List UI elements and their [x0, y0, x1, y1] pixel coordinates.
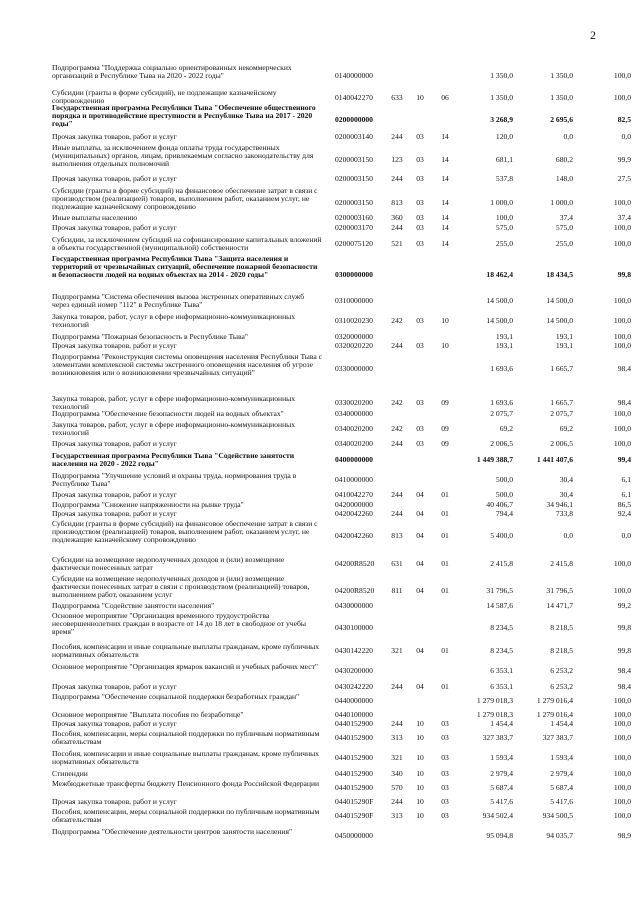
- row-execution-percent: 100,0: [613, 753, 631, 762]
- row-execution-percent: 100,0: [613, 733, 631, 742]
- row-code: 0440152900: [335, 783, 373, 792]
- row-subsection: 01: [441, 586, 449, 595]
- row-executed-amount: 1 665,7: [550, 364, 573, 373]
- row-execution-percent: 100,0: [613, 559, 631, 568]
- row-execution-percent: 100,0: [613, 341, 631, 350]
- row-planned-amount: 8 234,5: [490, 623, 513, 632]
- row-code: 0200003150: [335, 155, 373, 164]
- row-executed-amount: 5 417,6: [550, 797, 573, 806]
- row-execution-percent: 98,9: [617, 831, 631, 840]
- row-execution-percent: 100,0: [613, 71, 631, 80]
- row-execution-percent: 100,0: [613, 316, 631, 325]
- row-code: 0200003140: [335, 132, 373, 141]
- row-execution-percent: 98,4: [617, 682, 631, 691]
- row-execution-percent: 99,8: [617, 646, 631, 655]
- row-execution-percent: 99,8: [617, 270, 631, 279]
- row-executed-amount: 1 593,4: [550, 753, 573, 762]
- row-name: Стипендии: [52, 769, 88, 778]
- row-planned-amount: 1 000,0: [490, 198, 513, 207]
- row-code: 0340020200: [335, 439, 373, 448]
- row-planned-amount: 794,4: [495, 509, 513, 518]
- row-code: 0200003160: [335, 213, 373, 222]
- row-subsection: 14: [441, 132, 449, 141]
- row-expense-type: 244: [391, 132, 403, 141]
- row-name: Субсидии, за исключением субсидий на софинансирование капитальных вложений в объекты государственной (муниципальной) собственности: [52, 235, 322, 252]
- row-executed-amount: 148,0: [555, 174, 573, 183]
- row-name: Прочая закупка товаров, работ и услуг: [52, 223, 177, 232]
- row-code: 0330000000: [335, 364, 373, 373]
- row-execution-percent: 100,0: [613, 797, 631, 806]
- row-code: 0200000000: [335, 115, 373, 124]
- row-expense-type: 244: [391, 341, 403, 350]
- row-name: Прочая закупка товаров, работ и услуг: [52, 682, 177, 691]
- row-execution-percent: 100,0: [613, 783, 631, 792]
- row-planned-amount: 69,2: [499, 424, 513, 433]
- row-planned-amount: 5 400,0: [490, 531, 513, 540]
- row-executed-amount: 2 415,8: [550, 559, 573, 568]
- row-execution-percent: 99,9: [617, 155, 631, 164]
- row-executed-amount: 680,2: [555, 155, 573, 164]
- row-executed-amount: 37,4: [559, 213, 573, 222]
- row-code: 0340000000: [335, 409, 373, 418]
- row-section: 10: [416, 719, 424, 728]
- row-executed-amount: 94 035,7: [546, 831, 573, 840]
- row-section: 10: [416, 733, 424, 742]
- row-section: 10: [416, 797, 424, 806]
- row-code: 0440152900: [335, 753, 373, 762]
- row-execution-percent: 100,0: [613, 811, 631, 820]
- row-execution-percent: 98,4: [617, 398, 631, 407]
- row-section: 04: [416, 682, 424, 691]
- row-name: Основное мероприятие "Выплата пособия по безработице": [52, 710, 244, 719]
- row-executed-amount: 327 383,7: [542, 733, 573, 742]
- row-executed-amount: 8 218,5: [550, 646, 573, 655]
- row-expense-type: 321: [391, 646, 403, 655]
- row-planned-amount: 14 500,0: [486, 316, 513, 325]
- row-executed-amount: 2 979,4: [550, 769, 573, 778]
- row-name: Прочая закупка товаров, работ и услуг: [52, 174, 177, 183]
- row-execution-percent: 100,0: [613, 586, 631, 595]
- row-code: 0410000000: [335, 475, 373, 484]
- row-expense-type: 244: [391, 797, 403, 806]
- row-expense-type: 521: [391, 239, 403, 248]
- row-executed-amount: 69,2: [559, 424, 573, 433]
- row-expense-type: 340: [391, 769, 403, 778]
- row-executed-amount: 14 500,0: [546, 316, 573, 325]
- row-subsection: 01: [441, 682, 449, 691]
- row-subsection: 14: [441, 223, 449, 232]
- row-planned-amount: 2 006,5: [490, 439, 513, 448]
- row-planned-amount: 327 383,7: [482, 733, 513, 742]
- row-execution-percent: 37,4: [617, 213, 631, 222]
- row-name: Подпрограмма "Система обеспечения вызова экстренных оперативных служб через единый номер "112" в Республике Тыва": [52, 292, 305, 309]
- row-code: 0400000000: [335, 455, 373, 464]
- row-executed-amount: 255,0: [555, 239, 573, 248]
- row-planned-amount: 537,8: [495, 174, 513, 183]
- row-execution-percent: 100,0: [613, 439, 631, 448]
- row-name: Пособия, компенсации и иные социальные выплаты гражданам, кроме публичных нормативных обязательств: [52, 642, 320, 659]
- row-execution-percent: 82,5: [617, 115, 631, 124]
- row-section: 03: [416, 198, 424, 207]
- row-code: 0430142220: [335, 646, 373, 655]
- row-executed-amount: 575,0: [555, 223, 573, 232]
- row-executed-amount: 1 454,4: [550, 719, 573, 728]
- row-name: Субсидии (гранты в форме субсидий), не подлежащие казначейскому сопровождению: [52, 88, 277, 105]
- row-name: Пособия, компенсации и иные социальные выплаты гражданам, кроме публичных нормативных обязательств: [52, 749, 320, 766]
- row-expense-type: 244: [391, 439, 403, 448]
- row-section: 03: [416, 132, 424, 141]
- row-name: Субсидии на возмещение недополученных доходов и (или) возмещение фактически понесенных затрат в связи с производством (реализацией) товаров, выполнением работ, оказанием услуг: [52, 574, 310, 599]
- row-code: 0200075120: [335, 239, 373, 248]
- row-code: 0440152900: [335, 769, 373, 778]
- row-subsection: 03: [441, 811, 449, 820]
- row-code: 04200R8520: [335, 559, 375, 568]
- row-name: Прочая закупка товаров, работ и услуг: [52, 439, 177, 448]
- row-execution-percent: 100,0: [613, 93, 631, 102]
- row-code: 0200003170: [335, 223, 373, 232]
- row-planned-amount: 8 234,5: [490, 646, 513, 655]
- row-code: 0440152900: [335, 733, 373, 742]
- row-subsection: 03: [441, 769, 449, 778]
- row-planned-amount: 1 279 018,3: [476, 710, 513, 719]
- row-executed-amount: 1 279 016,4: [536, 710, 573, 719]
- row-code: 0420000000: [335, 500, 373, 509]
- row-execution-percent: 98,4: [617, 364, 631, 373]
- row-expense-type: 321: [391, 753, 403, 762]
- row-code: 0300000000: [335, 270, 373, 279]
- row-subsection: 09: [441, 398, 449, 407]
- row-planned-amount: 95 094,8: [486, 831, 513, 840]
- row-name: Подпрограмма "Реконструкция системы оповещения населения Республики Тыва с элементами комплексной системы экстренного оповещения населения об угрозе возникновения или о возникновении чрезвычайных ситуаций": [52, 352, 322, 377]
- row-executed-amount: 934 500,5: [542, 811, 573, 820]
- row-execution-percent: 100,0: [613, 223, 631, 232]
- row-name: Подпрограмма "Снижение напряженности на рынке труда": [52, 500, 244, 509]
- row-expense-type: 242: [391, 398, 403, 407]
- row-section: 04: [416, 646, 424, 655]
- row-execution-percent: 100,0: [613, 198, 631, 207]
- row-name: Субсидии на возмещение недополученных доходов и (или) возмещение фактически понесенных затрат: [52, 555, 285, 572]
- row-execution-percent: 100,0: [613, 409, 631, 418]
- row-expense-type: 633: [391, 93, 403, 102]
- row-name: Государственная программа Республики Тыва "Обеспечение общественного порядка и противодействие преступности в Республике Тыва на 2017 - 2020 годы": [52, 103, 316, 128]
- row-subsection: 06: [441, 93, 449, 102]
- row-executed-amount: 2 075,7: [550, 409, 573, 418]
- row-section: 04: [416, 586, 424, 595]
- row-code: 0430200000: [335, 666, 373, 675]
- row-expense-type: 360: [391, 213, 403, 222]
- row-planned-amount: 1 350,0: [490, 71, 513, 80]
- page-number: 2: [590, 28, 596, 42]
- row-code: 0310000000: [335, 296, 373, 305]
- row-name: Подпрограмма "Содействие занятости населения": [52, 601, 215, 610]
- row-execution-percent: 6,1: [621, 490, 631, 499]
- row-subsection: 14: [441, 198, 449, 207]
- row-code: 0440100000: [335, 710, 373, 719]
- row-expense-type: 313: [391, 733, 403, 742]
- row-code: 0420042260: [335, 509, 373, 518]
- row-executed-amount: 8 218,5: [550, 623, 573, 632]
- row-section: 03: [416, 316, 424, 325]
- row-code: 0310020230: [335, 316, 373, 325]
- row-expense-type: 811: [391, 586, 403, 595]
- row-planned-amount: 1 279 018,3: [476, 696, 513, 705]
- row-execution-percent: 100,0: [613, 424, 631, 433]
- row-section: 03: [416, 155, 424, 164]
- row-name: Подпрограмма "Улучшение условий и охраны труда, нормирования труда в Республике Тыва": [52, 471, 297, 488]
- row-name: Прочая закупка товаров, работ и услуг: [52, 719, 177, 728]
- row-execution-percent: 100,0: [613, 332, 631, 341]
- row-executed-amount: 14 500,0: [546, 296, 573, 305]
- row-subsection: 01: [441, 559, 449, 568]
- row-name: Иные выплаты, за исключением фонда оплаты труда государственных (муниципальных) органов, лицам, привлекаемым согласно законодательству для выполнения отдельных полномочий: [52, 143, 314, 168]
- row-name: Пособия, компенсации, меры социальной поддержки по публичным нормативным обязательствам: [52, 807, 320, 824]
- row-name: Иные выплаты населению: [52, 213, 138, 222]
- row-subsection: 09: [441, 424, 449, 433]
- row-code: 0320000000: [335, 332, 373, 341]
- row-name: Государственная программа Республики Тыва "Содействие занятости населения на 2020 - 2022 годы": [52, 451, 295, 468]
- row-executed-amount: 5 687,4: [550, 783, 573, 792]
- row-planned-amount: 934 502,4: [482, 811, 513, 820]
- row-name: Основное мероприятие "Организация ярмарок вакансий и учебных рабочих мест": [52, 662, 319, 671]
- row-execution-percent: 100,0: [613, 239, 631, 248]
- row-execution-percent: 100,0: [613, 769, 631, 778]
- row-executed-amount: 193,1: [555, 341, 573, 350]
- row-expense-type: 244: [391, 719, 403, 728]
- row-name: Прочая закупка товаров, работ и услуг: [52, 797, 177, 806]
- row-name: Подпрограмма "Обеспечение деятельности центров занятости населения": [52, 827, 293, 836]
- row-code: 0320020220: [335, 341, 373, 350]
- row-executed-amount: 31 796,5: [546, 586, 573, 595]
- row-execution-percent: 86,5: [617, 500, 631, 509]
- row-execution-percent: 100,0: [613, 296, 631, 305]
- row-planned-amount: 255,0: [495, 239, 513, 248]
- row-subsection: 14: [441, 213, 449, 222]
- row-executed-amount: 0,0: [563, 531, 573, 540]
- row-executed-amount: 1 665,7: [550, 398, 573, 407]
- row-name: Пособия, компенсации, меры социальной поддержки по публичным нормативным обязательствам: [52, 729, 320, 746]
- row-code: 0140000000: [335, 71, 373, 80]
- row-expense-type: 244: [391, 490, 403, 499]
- row-code: 0140042270: [335, 93, 373, 102]
- row-section: 04: [416, 559, 424, 568]
- row-executed-amount: 733,8: [555, 509, 573, 518]
- row-executed-amount: 34 946,1: [546, 500, 573, 509]
- row-name: Подпрограмма "Обеспечение безопасности людей на водных объектах": [52, 409, 284, 418]
- row-name: Межбюджетные трансферты бюджету Пенсионного фонда Российской Федерации: [52, 779, 320, 788]
- row-name: Прочая закупка товаров, работ и услуг: [52, 341, 177, 350]
- row-execution-percent: 100,0: [613, 710, 631, 719]
- row-name: Основное мероприятие "Организация временного трудоустройства несовершеннолетних граждан в возрасте от 14 до 18 лет в свободное от учебы время": [52, 611, 306, 636]
- row-executed-amount: 14 471,7: [546, 601, 573, 610]
- row-executed-amount: 6 253,2: [550, 666, 573, 675]
- row-code: 0430242220: [335, 682, 373, 691]
- row-section: 10: [416, 769, 424, 778]
- row-subsection: 01: [441, 509, 449, 518]
- row-section: 03: [416, 213, 424, 222]
- row-code: 044015290F: [335, 797, 374, 806]
- row-planned-amount: 681,1: [495, 155, 513, 164]
- row-expense-type: 813: [391, 198, 403, 207]
- row-section: 10: [416, 811, 424, 820]
- row-name: Подпрограмма "Обеспечение социальной поддержки безработных граждан": [52, 692, 300, 701]
- row-planned-amount: 2 979,4: [490, 769, 513, 778]
- row-expense-type: 570: [391, 783, 403, 792]
- row-section: 03: [416, 439, 424, 448]
- row-executed-amount: 2 006,5: [550, 439, 573, 448]
- row-section: 04: [416, 490, 424, 499]
- row-execution-percent: 99,4: [617, 455, 631, 464]
- row-subsection: 03: [441, 733, 449, 742]
- row-planned-amount: 100,0: [495, 213, 513, 222]
- row-planned-amount: 193,1: [495, 332, 513, 341]
- row-section: 03: [416, 174, 424, 183]
- row-planned-amount: 31 796,5: [486, 586, 513, 595]
- row-execution-percent: 100,0: [613, 696, 631, 705]
- row-execution-percent: 27,5: [617, 174, 631, 183]
- row-planned-amount: 14 587,6: [486, 601, 513, 610]
- row-section: 10: [416, 753, 424, 762]
- row-planned-amount: 6 353,1: [490, 666, 513, 675]
- row-name: Закупка товаров, работ, услуг в сфере информационно-коммуникационных технологий: [52, 420, 296, 437]
- row-code: 0200003150: [335, 174, 373, 183]
- row-expense-type: 244: [391, 223, 403, 232]
- row-execution-percent: 92,4: [617, 509, 631, 518]
- row-expense-type: 244: [391, 682, 403, 691]
- row-expense-type: 813: [391, 531, 403, 540]
- row-code: 0450000000: [335, 831, 373, 840]
- row-expense-type: 244: [391, 509, 403, 518]
- row-expense-type: 242: [391, 424, 403, 433]
- row-planned-amount: 500,0: [495, 490, 513, 499]
- row-executed-amount: 30,4: [559, 490, 573, 499]
- row-execution-percent: 0,0: [621, 531, 631, 540]
- row-subsection: 03: [441, 719, 449, 728]
- row-section: 03: [416, 223, 424, 232]
- row-expense-type: 631: [391, 559, 403, 568]
- row-name: Государственная программа Республики Тыва "Защита населения и территорий от чрезвычайных ситуаций, обеспечение пожарной безопасности и безопасности людей на водных объектах на 2014 - 2020 годы": [52, 254, 318, 279]
- row-name: Прочая закупка товаров, работ и услуг: [52, 132, 177, 141]
- row-section: 04: [416, 509, 424, 518]
- row-subsection: 03: [441, 797, 449, 806]
- row-expense-type: 244: [391, 174, 403, 183]
- row-code: 0340020200: [335, 424, 373, 433]
- row-execution-percent: 100,0: [613, 719, 631, 728]
- row-planned-amount: 18 462,4: [486, 270, 513, 279]
- row-subsection: 03: [441, 753, 449, 762]
- row-code: 0410042270: [335, 490, 373, 499]
- row-executed-amount: 0,0: [563, 132, 573, 141]
- row-planned-amount: 193,1: [495, 341, 513, 350]
- row-code: 0420042260: [335, 531, 373, 540]
- row-name: Закупка товаров, работ, услуг в сфере информационно-коммуникационных технологий: [52, 312, 296, 329]
- row-code: 04200R8520: [335, 586, 375, 595]
- row-section: 03: [416, 398, 424, 407]
- row-code: 044015290F: [335, 811, 374, 820]
- row-executed-amount: 1 350,0: [550, 93, 573, 102]
- row-execution-percent: 98,4: [617, 666, 631, 675]
- row-code: 0430000000: [335, 601, 373, 610]
- row-planned-amount: 1 593,4: [490, 753, 513, 762]
- row-subsection: 01: [441, 646, 449, 655]
- row-expense-type: 242: [391, 316, 403, 325]
- row-section: 03: [416, 341, 424, 350]
- row-section: 03: [416, 424, 424, 433]
- row-execution-percent: 6,1: [621, 475, 631, 484]
- row-planned-amount: 40 406,7: [486, 500, 513, 509]
- row-subsection: 03: [441, 783, 449, 792]
- row-planned-amount: 120,0: [495, 132, 513, 141]
- row-executed-amount: 1 441 407,6: [536, 455, 573, 464]
- row-execution-percent: 99,2: [617, 601, 631, 610]
- row-planned-amount: 2 075,7: [490, 409, 513, 418]
- row-subsection: 14: [441, 155, 449, 164]
- row-subsection: 10: [441, 316, 449, 325]
- row-section: 10: [416, 783, 424, 792]
- row-executed-amount: 1 000,0: [550, 198, 573, 207]
- row-planned-amount: 14 500,0: [486, 296, 513, 305]
- row-section: 10: [416, 93, 424, 102]
- row-expense-type: 313: [391, 811, 403, 820]
- row-expense-type: 123: [391, 155, 403, 164]
- row-executed-amount: 6 253,2: [550, 682, 573, 691]
- row-code: 0440000000: [335, 696, 373, 705]
- row-executed-amount: 18 434,5: [546, 270, 573, 279]
- row-subsection: 01: [441, 490, 449, 499]
- row-name: Субсидии (гранты в форме субсидий) на финансовое обеспечение затрат в связи с производством (реализацией) товаров, выполнением работ, оказанием услуг, не подлежащие казначейскому сопровождению: [52, 186, 318, 211]
- row-planned-amount: 575,0: [495, 223, 513, 232]
- row-planned-amount: 6 353,1: [490, 682, 513, 691]
- row-executed-amount: 1 279 016,4: [536, 696, 573, 705]
- row-code: 0430100000: [335, 623, 373, 632]
- row-name: Подпрограмма "Пожарная безопасность в Республике Тыва": [52, 332, 248, 341]
- row-code: 0440152900: [335, 719, 373, 728]
- row-executed-amount: 1 350,0: [550, 71, 573, 80]
- row-name: Подпрограмма "Поддержка социально ориентированных некоммерческих организаций в Республике Тыва на 2020 - 2022 годы": [52, 63, 292, 80]
- row-subsection: 01: [441, 531, 449, 540]
- row-subsection: 09: [441, 439, 449, 448]
- row-executed-amount: 2 695,6: [550, 115, 573, 124]
- row-subsection: 14: [441, 239, 449, 248]
- row-code: 0330020200: [335, 398, 373, 407]
- row-name: Прочая закупка товаров, работ и услуг: [52, 509, 177, 518]
- row-planned-amount: 3 268,9: [490, 115, 513, 124]
- row-execution-percent: 0,0: [621, 132, 631, 141]
- row-planned-amount: 1 449 388,7: [476, 455, 513, 464]
- row-executed-amount: 30,4: [559, 475, 573, 484]
- row-name: Прочая закупка товаров, работ и услуг: [52, 490, 177, 499]
- row-section: 03: [416, 239, 424, 248]
- row-planned-amount: 500,0: [495, 475, 513, 484]
- row-planned-amount: 1 454,4: [490, 719, 513, 728]
- row-planned-amount: 5 417,6: [490, 797, 513, 806]
- row-planned-amount: 2 415,8: [490, 559, 513, 568]
- row-name: Субсидии (гранты в форме субсидий) на финансовое обеспечение затрат в связи с производством (реализацией) товаров, выполнением работ, оказанием услуг, не подлежащие казначейскому сопровождению: [52, 519, 318, 544]
- row-planned-amount: 1 693,6: [490, 364, 513, 373]
- row-planned-amount: 1 350,0: [490, 93, 513, 102]
- row-subsection: 10: [441, 341, 449, 350]
- row-subsection: 14: [441, 174, 449, 183]
- row-planned-amount: 5 687,4: [490, 783, 513, 792]
- row-name: Закупка товаров, работ, услуг в сфере информационно-коммуникационных технологий: [52, 394, 296, 411]
- row-code: 0200003150: [335, 198, 373, 207]
- row-section: 04: [416, 531, 424, 540]
- row-planned-amount: 1 693,6: [490, 398, 513, 407]
- row-execution-percent: 99,8: [617, 623, 631, 632]
- row-executed-amount: 193,1: [555, 332, 573, 341]
